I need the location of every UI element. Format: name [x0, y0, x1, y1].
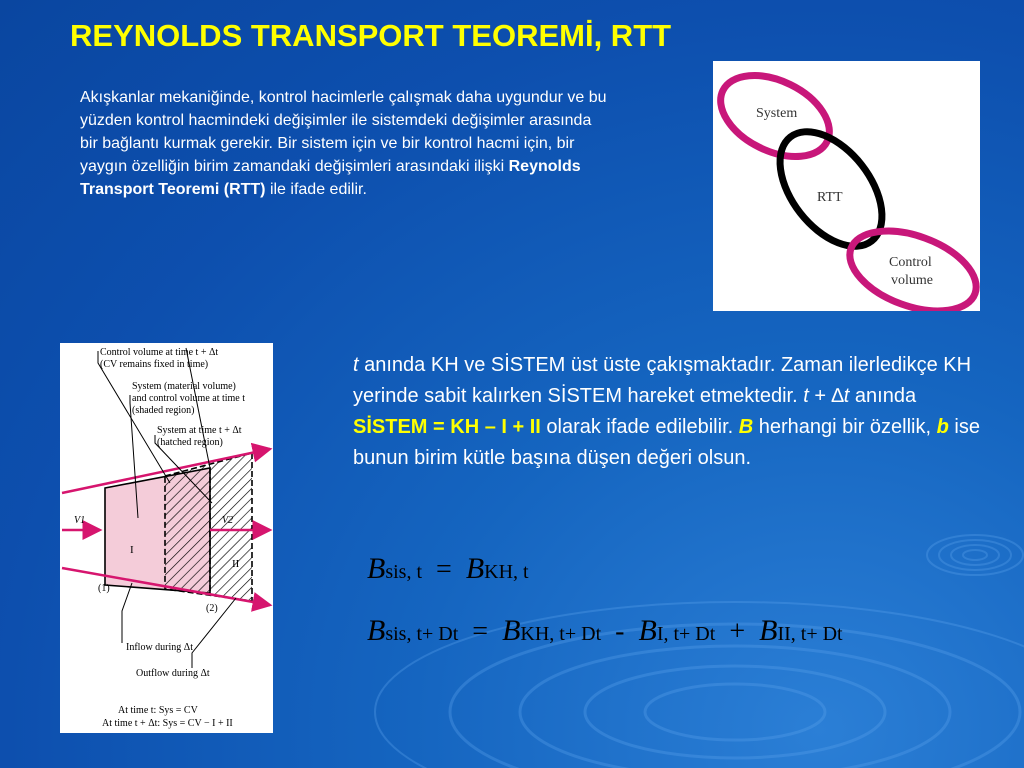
- label-sys-1: System (material volume): [132, 381, 236, 392]
- desc-t2: t: [803, 385, 809, 407]
- outflow-label: Outflow during Δt: [136, 668, 210, 679]
- desc-part10: herhangi bir özellik,: [753, 416, 937, 438]
- section-2-label: (2): [206, 603, 218, 614]
- inflow-label: Inflow during Δt: [126, 642, 193, 653]
- desc-part2: anında KH ve SİSTEM üst üste çakışmaktadır. Zaman ilerledikçe KH yerinde sabit kalırken SİSTEM hareket etmektedir.: [353, 354, 972, 407]
- eq1-lhs-sub: sis, t: [385, 561, 423, 583]
- intro-text: Akışkanlar mekaniğinde, kontrol hacimlerle çalışmak daha uygundur ve bu yüzden kontrol hacmindeki değişimler ile sistemdeki değişimler arasında bir bağlantı kurmak gerekir. Bir sistem için ve bir kontrol hacmi için, bir yaygın özelliğin birim zamandaki değişimleri arasındaki ilişki: [80, 89, 607, 175]
- region-ii-label: II: [232, 558, 240, 570]
- eq2-term3: B: [759, 614, 778, 647]
- eq2-term2-sub: I, t+ Dt: [656, 623, 716, 645]
- desc-t3: t: [843, 385, 850, 407]
- equation-1: [367, 552, 529, 586]
- volume-label: volume: [891, 273, 933, 288]
- eq2-lhs-sub: sis, t+ Dt: [385, 623, 459, 645]
- desc-equation-highlight: SİSTEM = KH – I + II: [353, 416, 541, 438]
- slide-title: REYNOLDS TRANSPORT TEOREMİ, RTT: [70, 18, 672, 53]
- intro-tail: ile ifade edilir.: [265, 181, 367, 198]
- system-label: System: [756, 106, 798, 121]
- eq2-op1: =: [472, 616, 489, 647]
- v2-label: V2: [222, 515, 234, 526]
- label-cv-1: Control volume at time t + Δt: [100, 347, 219, 358]
- desc-part6: anında: [849, 385, 917, 407]
- desc-part8: olarak ifade edilebilir.: [540, 416, 739, 438]
- equation-2: [367, 614, 843, 648]
- desc-t1: t: [353, 354, 359, 376]
- rtt-chain-figure: [713, 61, 980, 311]
- at-time-tdt: At time t + Δt: Sys = CV − I + II: [102, 718, 233, 729]
- label-sys-t-1: System at time t + Δt: [157, 425, 242, 436]
- desc-delta: + ∆: [808, 385, 844, 407]
- eq2-term1: B: [502, 614, 521, 647]
- section-1-label: (1): [98, 583, 110, 594]
- eq1-rhs-sub: KH, t: [484, 561, 529, 583]
- desc-b-upper: B: [738, 416, 754, 438]
- intro-paragraph: [80, 86, 612, 201]
- eq2-lhs: B: [367, 614, 386, 647]
- label-cv-2: (CV remains fixed in time): [100, 359, 209, 370]
- eq1-lhs: B: [367, 552, 386, 585]
- desc-part12: ise bunun birim kütle başına düşen değeri olsun.: [353, 416, 980, 469]
- system-hatched-region: [165, 453, 252, 601]
- label-sys-3: (shaded region): [132, 405, 195, 416]
- eq2-term3-sub: II, t+ Dt: [777, 623, 843, 645]
- eq2-term1-sub: KH, t+ Dt: [520, 623, 602, 645]
- control-label: Control: [889, 255, 932, 270]
- description-paragraph: [353, 350, 993, 474]
- intro-bold-term: Reynolds Transport Teoremi (RTT): [80, 158, 581, 198]
- label-sys-2: and control volume at time t: [132, 393, 246, 404]
- eq1-op: =: [436, 554, 452, 585]
- eq2-op3: +: [729, 616, 746, 647]
- rtt-ring: [760, 113, 903, 265]
- v1-label: V1: [74, 515, 86, 526]
- desc-b-lower: b: [936, 416, 949, 438]
- rtt-label: RTT: [817, 190, 843, 205]
- region-i-label: I: [130, 544, 134, 556]
- eq1-rhs: B: [465, 552, 485, 585]
- control-volume-figure: [60, 343, 273, 733]
- at-time-t: At time t: Sys = CV: [118, 705, 198, 716]
- label-sys-t-2: (hatched region): [157, 437, 223, 448]
- eq2-term2: B: [638, 614, 657, 647]
- eq2-op2: -: [615, 616, 625, 647]
